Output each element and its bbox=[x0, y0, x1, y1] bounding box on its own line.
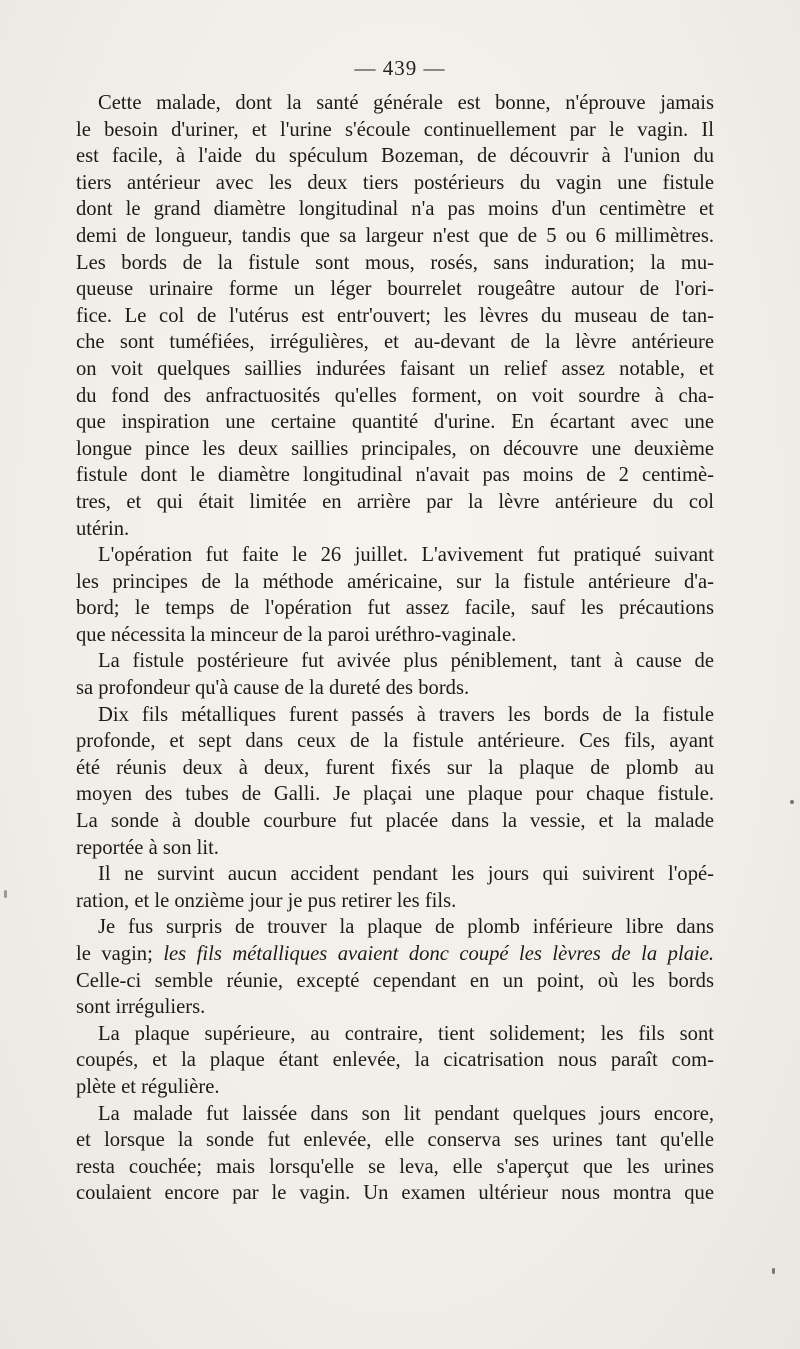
text-line bbox=[76, 835, 714, 862]
text-line-content: Dix fils métalliques furent passés à travers les bords de la fistule bbox=[98, 703, 714, 726]
text-line bbox=[76, 1154, 714, 1181]
text-line bbox=[76, 968, 714, 995]
text-line bbox=[76, 436, 714, 463]
text-line bbox=[76, 994, 714, 1021]
text-line-content: Cette malade, dont la santé générale est bonne, n'éprouve jamais bbox=[98, 92, 714, 114]
text-line bbox=[76, 1074, 714, 1101]
text-line-content: que nécessita la minceur de la paroi uréthro-vaginale. bbox=[76, 623, 517, 646]
page-number: — 439 — bbox=[354, 56, 446, 80]
text-line-content: coulaient encore par le vagin. Un examen ultérieur nous montra que bbox=[76, 1182, 714, 1205]
text-line bbox=[76, 914, 714, 941]
body-text bbox=[76, 90, 714, 1207]
text-line bbox=[76, 329, 714, 356]
text-line-content: La malade fut laissée dans son lit pendant quelques jours encore, bbox=[98, 1102, 714, 1125]
text-line bbox=[76, 489, 714, 516]
text-line-content: et lorsque la sonde fut enlevée, elle conserva ses urines tant qu'elle bbox=[76, 1129, 714, 1152]
text-line-content: le vagin; bbox=[76, 943, 164, 965]
text-line-content: que inspiration une certaine quantité d'urine. En écartant avec une bbox=[76, 411, 714, 434]
text-line bbox=[76, 808, 714, 835]
text-line-content: longue pince les deux saillies principales, on découvre une deuxième bbox=[76, 437, 714, 460]
text-line-content: bord; le temps de l'opération fut assez facile, sauf les précautions bbox=[76, 597, 714, 620]
text-line-content: on voit quelques saillies indurées faisant un relief assez notable, et bbox=[76, 357, 714, 380]
text-line-content: L'opération fut faite le 26 juillet. L'avivement fut pratiqué suivant bbox=[98, 544, 714, 567]
text-line bbox=[76, 303, 714, 330]
text-line-content: les principes de la méthode américaine, sur la fistule antérieure d'a- bbox=[76, 570, 714, 593]
text-line-content: utérin. bbox=[76, 517, 130, 540]
text-line bbox=[76, 409, 714, 436]
text-line bbox=[76, 648, 714, 675]
text-line-content: La fistule postérieure fut avivée plus péniblement, tant à cause de bbox=[98, 650, 714, 673]
text-line-content: tres, et qui était limitée en arrière par la lèvre antérieure du col bbox=[76, 490, 714, 513]
text-line bbox=[76, 1021, 714, 1048]
paper-speck bbox=[772, 1268, 775, 1274]
text-line bbox=[76, 196, 714, 223]
text-line bbox=[76, 781, 714, 808]
text-line-content: moyen des tubes de Galli. Je plaçai une plaque pour chaque fistule. bbox=[76, 783, 714, 806]
text-line bbox=[76, 90, 714, 117]
text-line-content: queuse urinaire forme un léger bourrelet rougeâtre autour de l'ori- bbox=[76, 278, 714, 301]
text-line bbox=[76, 542, 714, 569]
text-line-content: du fond des anfractuosités qu'elles forment, on voit sourdre à cha- bbox=[76, 384, 714, 407]
text-line bbox=[76, 755, 714, 782]
text-line-content: ration, et le onzième jour je pus retirer les fils. bbox=[76, 889, 457, 912]
text-line-content: La sonde à double courbure fut placée dans la vessie, et la malade bbox=[76, 810, 714, 833]
text-line-content: Je fus surpris de trouver la plaque de plomb inférieure libre dans bbox=[98, 916, 714, 939]
text-line bbox=[76, 941, 714, 968]
text-line-content: reportée à son lit. bbox=[76, 836, 219, 859]
text-line-content: sa profondeur qu'à cause de la dureté des bords. bbox=[76, 677, 470, 700]
text-line bbox=[76, 117, 714, 144]
text-line bbox=[76, 861, 714, 888]
text-line-content: le besoin d'uriner, et l'urine s'écoule continuellement par le vagin. Il bbox=[76, 118, 714, 141]
text-line bbox=[76, 1127, 714, 1154]
text-line-content: fistule dont le diamètre longitudinal n'avait pas moins de 2 centimè- bbox=[76, 464, 714, 487]
text-line bbox=[76, 223, 714, 250]
text-line-content: sont irréguliers. bbox=[76, 996, 206, 1019]
text-line-content: Celle-ci semble réunie, excepté cependant en un point, où les bords bbox=[76, 969, 714, 992]
text-line bbox=[76, 356, 714, 383]
text-line-content: resta couchée; mais lorsqu'elle se leva, elle s'aperçut que les urines bbox=[76, 1155, 714, 1178]
text-line-content: fice. Le col de l'utérus est entr'ouvert; les lèvres du museau de tan- bbox=[76, 304, 714, 327]
text-line bbox=[76, 462, 714, 489]
text-line bbox=[76, 276, 714, 303]
text-line-content: été réunis deux à deux, furent fixés sur la plaque de plomb au bbox=[76, 756, 714, 779]
text-line-content: demi de longueur, tandis que sa largeur n'est que de 5 ou 6 millimètres. bbox=[76, 224, 714, 247]
text-line bbox=[76, 143, 714, 170]
text-line bbox=[76, 383, 714, 410]
text-line-content: Il ne survint aucun accident pendant les jours qui suivirent l'opé- bbox=[98, 863, 714, 886]
text-line bbox=[76, 170, 714, 197]
text-line bbox=[76, 595, 714, 622]
paper-speck bbox=[4, 890, 7, 898]
text-line-content: profonde, et sept dans ceux de la fistule antérieure. Ces fils, ayant bbox=[76, 730, 714, 753]
text-line-content: che sont tuméfiées, irrégulières, et au-devant de la lèvre antérieure bbox=[76, 331, 714, 354]
italic-phrase: les fils métalliques avaient donc coupé les lèvres de la plaie. bbox=[163, 943, 714, 965]
text-line bbox=[76, 1047, 714, 1074]
text-line-content: tiers antérieur avec les deux tiers postérieurs du vagin une fistule bbox=[76, 171, 714, 194]
text-line-content: plète et régulière. bbox=[76, 1075, 220, 1098]
text-line-content: est facile, à l'aide du spéculum Bozeman, de découvrir à l'union du bbox=[76, 145, 714, 168]
text-line bbox=[76, 675, 714, 702]
text-line bbox=[76, 516, 714, 543]
paper-speck bbox=[790, 800, 794, 804]
text-line-content: coupés, et la plaque étant enlevée, la cicatrisation nous paraît com- bbox=[76, 1049, 714, 1072]
text-line bbox=[76, 622, 714, 649]
text-line bbox=[76, 1101, 714, 1128]
text-line bbox=[76, 702, 714, 729]
text-line bbox=[76, 1180, 714, 1207]
text-line-content: dont le grand diamètre longitudinal n'a pas moins d'un centimètre et bbox=[76, 198, 714, 221]
text-line bbox=[76, 569, 714, 596]
text-line-content: La plaque supérieure, au contraire, tient solidement; les fils sont bbox=[98, 1022, 714, 1045]
text-line bbox=[76, 728, 714, 755]
text-line bbox=[76, 250, 714, 277]
text-line bbox=[76, 888, 714, 915]
text-line-content: Les bords de la fistule sont mous, rosés, sans induration; la mu- bbox=[76, 251, 714, 274]
